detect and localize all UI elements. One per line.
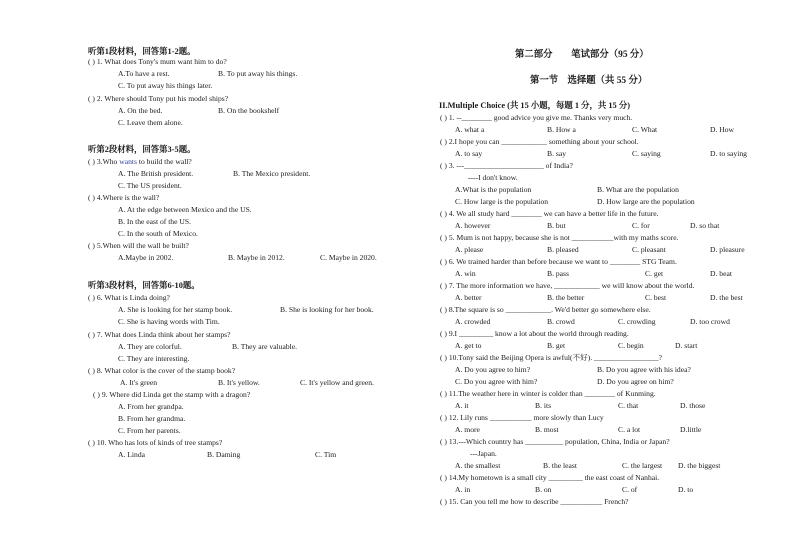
mc-q10-option-b: B. Do you agree with his idea? — [597, 365, 691, 374]
mc-q3-option-b: B. What are the population — [597, 185, 679, 194]
section-1-heading: 听第1段材料，回答第1-2题。 — [88, 47, 196, 56]
mc-q9-option-b: B. get — [547, 341, 566, 350]
q6-option-b: B. She is looking for her book. — [280, 305, 374, 314]
mc-q3-option-a: A.What is the population — [455, 185, 532, 194]
mc-q10-option-c: C. Do you agree with him? — [455, 377, 538, 386]
mc-q14-option-a: A. in — [455, 485, 471, 494]
mc-question-13: ( ) 13.---Which country has __________ population, China, India or Japan? — [440, 437, 670, 446]
mc-q11-option-c: C. that — [618, 401, 639, 410]
mc-q5-option-d: D. pleasure — [710, 245, 745, 254]
question-7: ( ) 7. What does Linda think about her stamps? — [88, 330, 231, 339]
question-6: ( ) 6. What is Linda doing? — [88, 293, 170, 302]
mc-q6-option-a: A. win — [455, 269, 476, 278]
mc-q8-option-a: A. crowded — [455, 317, 491, 326]
mc-q13-option-c: C. the largest — [622, 461, 663, 470]
mc-q4-option-a: A. however — [455, 221, 491, 230]
mc-q11-option-d: D. those — [680, 401, 706, 410]
question-5: ( ) 5.When will the wall be built? — [88, 241, 189, 250]
mc-q3-option-d: D. How large are the population — [597, 197, 695, 206]
q1-option-c: C. To put away his things later. — [118, 81, 213, 90]
mc-q3-option-c: C. How large is the population — [455, 197, 549, 206]
mc-q4-option-c: C. for — [632, 221, 650, 230]
mc-question-10: ( ) 10.Tony said the Beijing Opera is awful(不好). _________________? — [440, 353, 662, 362]
q8-option-b: B. It's yellow. — [218, 378, 260, 387]
question-4: ( ) 4.Where is the wall? — [88, 193, 160, 202]
mc-q13-option-d: D. the biggest — [678, 461, 721, 470]
mc-q9-option-a: A. get to — [455, 341, 482, 350]
q4-option-b: B. In the east of the US. — [118, 217, 191, 226]
mc-q12-option-a: A. more — [455, 425, 480, 434]
mc-q13-reply: ---Japan. — [470, 449, 497, 458]
question-8: ( ) 8. What color is the cover of the stamp book? — [88, 366, 236, 375]
mc-question-4: ( ) 4. We all study hard ________ we can have a better life in the future. — [440, 209, 659, 218]
q3-option-b: B. The Mexico president. — [233, 169, 311, 178]
q4-option-a: A. At the edge between Mexico and the US. — [118, 205, 252, 214]
section-title: 第一节 选择题（共 55 分） — [530, 76, 648, 86]
mc-q8-option-d: D. too crowd — [690, 317, 730, 326]
q2-option-c: C. Leave them alone. — [118, 118, 183, 127]
q8-option-c: C. It's yellow and green. — [300, 378, 374, 387]
mc-q1-option-a: A. what a — [455, 125, 485, 134]
q7-option-a: A. They are colorful. — [118, 342, 182, 351]
mc-q14-option-d: D. to — [678, 485, 694, 494]
mc-q1-option-c: C. What — [632, 125, 658, 134]
q3-option-c: C. The US president. — [118, 181, 182, 190]
mc-q7-option-d: D. the best — [710, 293, 743, 302]
mc-q10-option-d: D. Do you agree on him? — [597, 377, 674, 386]
section-2-heading: 听第2段材料，回答第3-5题。 — [88, 145, 196, 154]
mc-q7-option-a: A. better — [455, 293, 482, 302]
q6-option-c: C. She is having words with Tim. — [118, 317, 220, 326]
q10-option-b: B. Daming — [207, 450, 241, 459]
q7-option-b: B. They are valuable. — [232, 342, 298, 351]
mc-q13-option-b: B. the least — [543, 461, 577, 470]
mc-question-1: ( ) 1. --________ good advice you give me. Thanks very much. — [440, 113, 633, 122]
question-2: ( ) 2. Where should Tony put his model ships? — [88, 94, 229, 103]
mc-q11-option-b: B. its — [535, 401, 552, 410]
section-3-heading: 听第3段材料，回答第6-10题。 — [88, 281, 200, 290]
q6-option-a: A. She is looking for her stamp book. — [118, 305, 233, 314]
mc-q6-option-d: D. beat — [710, 269, 732, 278]
q10-option-a: A. Linda — [118, 450, 145, 459]
mc-q13-option-a: A. the smallest — [455, 461, 501, 470]
mc-q2-option-c: C. saying — [632, 149, 661, 158]
question-9: ( ) 9. Where did Linda get the stamp with a dragon? — [93, 390, 251, 399]
mc-question-3: ( ) 3. ---_____________________ of India? — [440, 161, 573, 170]
mc-question-8: ( ) 8.The square is so ____________. We'd better go somewhere else. — [440, 305, 651, 314]
mc-q2-option-a: A. to say — [455, 149, 483, 158]
q1-option-b: B. To put away his things. — [218, 69, 298, 78]
q8-option-a: A. It's green — [120, 378, 158, 387]
mc-question-9: ( ) 9.I _________ know a lot about the world through reading. — [440, 329, 629, 338]
mc-question-14: ( ) 14.My hometown is a small city _________ the east coast of Nanhai. — [440, 473, 660, 482]
mc-q3-reply: ----I don't know. — [468, 173, 518, 182]
q3-option-a: A. The British president. — [118, 169, 194, 178]
mc-q14-option-b: B. on — [535, 485, 552, 494]
mc-q8-option-c: C. crowding — [618, 317, 656, 326]
q7-option-c: C. They are interesting. — [118, 354, 190, 363]
mc-q4-option-b: B. but — [547, 221, 566, 230]
q9-option-b: B. From her grandma. — [118, 414, 186, 423]
mc-question-2: ( ) 2.I hope you can ____________ something about your school. — [440, 137, 639, 146]
mc-q2-option-b: B. say — [547, 149, 566, 158]
mc-q4-option-d: D. so that — [690, 221, 720, 230]
q1-option-a: A.To have a rest. — [118, 69, 170, 78]
mc-q6-option-c: C. get — [645, 269, 664, 278]
q2-option-a: A. On the bed. — [118, 106, 163, 115]
q2-option-b: B. On the bookshelf — [218, 106, 280, 115]
multiple-choice-heading: II.Multiple Choice (共 15 小题，每题 1 分，共 15 分) — [439, 101, 630, 110]
question-1: ( ) 1. What does Tony's mum want him to do? — [88, 57, 227, 66]
mc-q12-option-d: D.little — [680, 425, 702, 434]
mc-q7-option-b: B. the better — [547, 293, 585, 302]
mc-q1-option-b: B. How a — [547, 125, 576, 134]
q4-option-c: C. In the south of Mexico. — [118, 229, 198, 238]
mc-q12-option-b: B. most — [535, 425, 559, 434]
mc-q1-option-d: D. How — [710, 125, 735, 134]
mc-q7-option-c: C. best — [645, 293, 667, 302]
mc-q6-option-b: B. pass — [547, 269, 569, 278]
mc-q10-option-a: A. Do you agree to him? — [455, 365, 531, 374]
mc-question-15: ( ) 15. Can you tell me how to describe ___________ French? — [440, 497, 629, 506]
q5-option-b: B. Maybe in 2012. — [228, 253, 285, 262]
mc-q14-option-c: C. of — [622, 485, 638, 494]
mc-q9-option-d: D. start — [675, 341, 698, 350]
q5-option-a: A.Maybe in 2002. — [118, 253, 174, 262]
question-10: ( ) 10. Who has lots of kinds of tree stamps? — [88, 438, 223, 447]
mc-question-5: ( ) 5. Mum is not happy, because she is not ___________with my maths score. — [440, 233, 679, 242]
mc-question-12: ( ) 12. Lily runs ___________ more slowly than Lucy — [440, 413, 604, 422]
question-3: ( ) 3.Who wants to build the wall? — [88, 157, 192, 166]
q5-option-c: C. Maybe in 2020. — [320, 253, 377, 262]
mc-q12-option-c: C. a lot — [618, 425, 641, 434]
part-title: 第二部分 笔试部分（95 分） — [515, 50, 649, 60]
mc-q5-option-a: A. please — [455, 245, 484, 254]
mc-q2-option-d: D. to saying — [710, 149, 747, 158]
mc-question-7: ( ) 7. The more information we have, ____________ we will know about the world. — [440, 281, 695, 290]
mc-q11-option-a: A. it — [455, 401, 469, 410]
q9-option-c: C. From her parents. — [118, 426, 181, 435]
q10-option-c: C. Tim — [315, 450, 337, 459]
mc-q8-option-b: B. crowd — [547, 317, 575, 326]
mc-q5-option-b: B. pleased — [547, 245, 579, 254]
mc-q5-option-c: C. pleasant — [632, 245, 666, 254]
q9-option-a: A. From her grandpa. — [118, 402, 184, 411]
mc-q9-option-c: C. begin — [618, 341, 644, 350]
mc-question-11: ( ) 11.The weather here in winter is colder than ________ of Kunming. — [440, 389, 656, 398]
mc-question-6: ( ) 6. We trained harder than before because we want to ________ STG Team. — [440, 257, 677, 266]
